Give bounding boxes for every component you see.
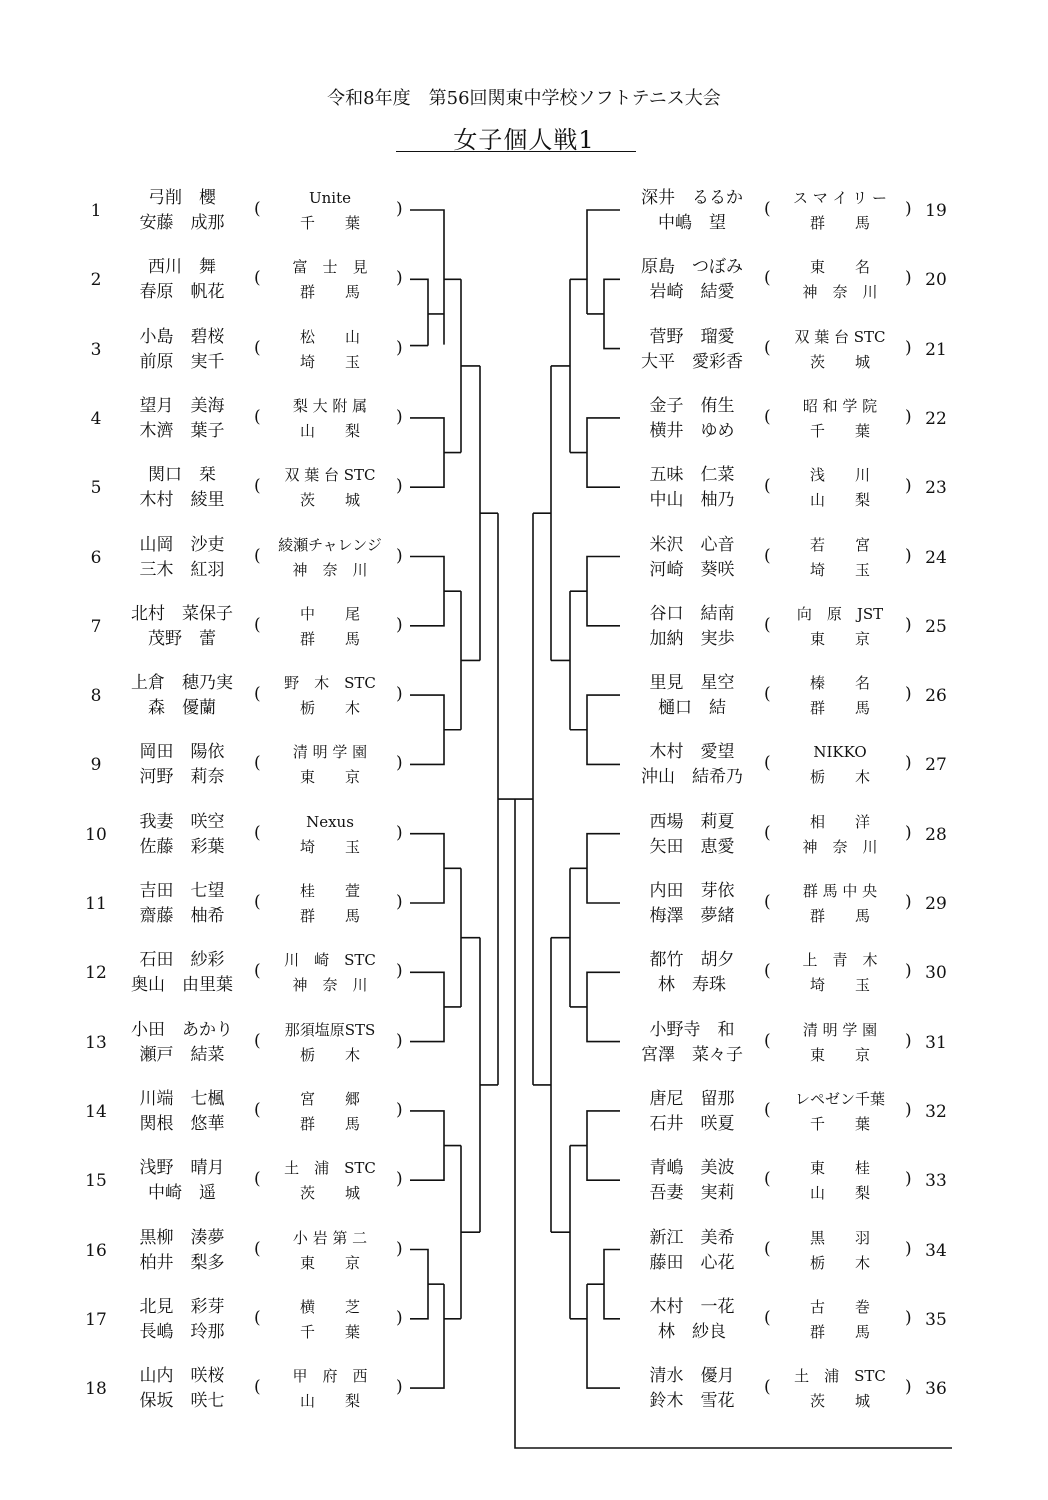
paren-open: ( xyxy=(764,1238,771,1259)
player-name: 金子 侑生 xyxy=(649,395,735,416)
entry-number: 24 xyxy=(925,547,947,568)
player-name: 深井 るるか xyxy=(641,188,743,208)
player-name: 長嶋 玲那 xyxy=(139,1321,225,1342)
prefecture-name: 東 京 xyxy=(809,1045,870,1064)
player-name: 岡田 陽依 xyxy=(139,742,225,763)
entry-number: 6 xyxy=(90,547,102,568)
player-name: 木村 一花 xyxy=(649,1296,735,1317)
paren-open: ( xyxy=(254,406,261,427)
entry-number: 17 xyxy=(85,1309,107,1330)
entry-number: 20 xyxy=(925,270,947,291)
team-name: ス マ イ リ ー xyxy=(792,189,888,207)
team-name: 清 明 学 園 xyxy=(802,1020,878,1039)
paren-open: ( xyxy=(254,1238,261,1259)
player-name: 春原 帆花 xyxy=(139,282,225,303)
entry-number: 21 xyxy=(925,339,947,360)
paren-close: ) xyxy=(396,892,403,912)
player-name: 我妻 咲空 xyxy=(139,811,225,832)
prefecture-name: 群 馬 xyxy=(299,283,360,302)
paren-close: ) xyxy=(396,268,403,289)
tournament-title: 令和8年度 第56回関東中学校ソフトテニス大会 xyxy=(327,88,721,109)
player-name: 小野寺 和 xyxy=(649,1019,735,1040)
prefecture-name: 東 京 xyxy=(299,1253,360,1272)
player-name: 石井 咲夏 xyxy=(649,1113,735,1134)
entry-number: 18 xyxy=(85,1379,107,1400)
paren-close: ) xyxy=(396,337,403,358)
prefecture-name: 埼 玉 xyxy=(299,352,360,371)
paren-open: ( xyxy=(254,684,261,705)
player-name: 藤田 心花 xyxy=(649,1252,735,1273)
paren-close: ) xyxy=(396,614,403,635)
paren-open: ( xyxy=(254,199,261,219)
paren-open: ( xyxy=(764,545,771,566)
prefecture-name: 埼 玉 xyxy=(809,976,870,995)
entry-number: 4 xyxy=(90,408,102,429)
prefecture-name: 群 馬 xyxy=(299,629,360,648)
entry-number: 26 xyxy=(925,686,947,707)
player-name: 五味 仁菜 xyxy=(649,465,735,486)
player-name: 齋藤 柚希 xyxy=(139,906,225,926)
paren-close: ) xyxy=(905,1377,912,1398)
paren-close: ) xyxy=(905,406,912,427)
entry-number: 9 xyxy=(90,755,102,776)
team-name: 古 巻 xyxy=(809,1297,870,1316)
paren-open: ( xyxy=(764,614,771,635)
paren-open: ( xyxy=(254,1169,261,1190)
paren-close: ) xyxy=(905,684,912,705)
player-name: 河野 莉奈 xyxy=(139,767,225,788)
bracket-line xyxy=(410,210,444,345)
entry-number: 13 xyxy=(85,1032,107,1053)
team-name: 清 明 学 園 xyxy=(292,743,368,762)
player-name: 関口 栞 xyxy=(148,465,216,486)
paren-close: ) xyxy=(905,268,912,289)
player-name: 黒柳 湊夢 xyxy=(139,1227,225,1248)
paren-close: ) xyxy=(396,1307,403,1328)
paren-close: ) xyxy=(396,1099,403,1120)
player-name: 清水 優月 xyxy=(649,1366,735,1387)
entry-number: 31 xyxy=(925,1032,947,1053)
entry-number: 32 xyxy=(925,1101,947,1122)
prefecture-name: 茨 城 xyxy=(809,352,870,371)
paren-open: ( xyxy=(254,268,261,289)
prefecture-name: 神 奈 川 xyxy=(292,976,368,995)
prefecture-name: 神 奈 川 xyxy=(292,560,368,579)
team-name: 昭 和 学 院 xyxy=(802,396,878,415)
team-name: 土 浦 STC xyxy=(794,1367,886,1386)
bracket-line xyxy=(587,834,620,903)
paren-close: ) xyxy=(905,476,912,497)
player-name: 吾妻 実莉 xyxy=(649,1183,735,1204)
bracket-line xyxy=(410,1250,428,1319)
player-name: 河崎 葵咲 xyxy=(649,559,735,580)
player-name: 内田 芽依 xyxy=(649,881,735,901)
entry-number: 22 xyxy=(925,408,947,429)
entry-number: 35 xyxy=(925,1309,947,1330)
paren-close: ) xyxy=(905,1307,912,1328)
bracket-line xyxy=(604,279,620,348)
paren-open: ( xyxy=(764,1030,771,1051)
bracket-lines xyxy=(410,210,952,1448)
player-name: 柏井 梨多 xyxy=(139,1252,225,1273)
prefecture-name: 群 馬 xyxy=(809,1322,870,1341)
prefecture-name: 茨 城 xyxy=(299,491,360,510)
player-name: 安藤 成那 xyxy=(139,213,225,233)
player-name: 加納 実歩 xyxy=(649,628,735,649)
team-name: 双 葉 台 STC xyxy=(284,466,376,485)
team-name: 那須塩原STS xyxy=(284,1020,376,1039)
player-name: 大平 愛彩香 xyxy=(641,351,743,372)
player-name: 里見 星空 xyxy=(649,673,735,694)
entry-number: 29 xyxy=(925,894,947,914)
prefecture-name: 栃 木 xyxy=(809,768,870,787)
entry-number: 36 xyxy=(925,1379,947,1400)
bracket-line xyxy=(410,557,444,626)
paren-open: ( xyxy=(764,337,771,358)
team-name: 甲 府 西 xyxy=(292,1367,368,1386)
team-name: 中 尾 xyxy=(299,604,360,623)
entry-number: 12 xyxy=(85,963,107,984)
player-name: 新江 美希 xyxy=(649,1227,735,1248)
team-name: 双 葉 台 STC xyxy=(794,327,886,346)
entry-number: 3 xyxy=(90,339,102,360)
prefecture-name: 山 梨 xyxy=(809,491,870,510)
paren-open: ( xyxy=(764,892,771,912)
player-name: 関根 悠華 xyxy=(139,1113,225,1134)
team-name: 土 浦 STC xyxy=(284,1159,376,1178)
prefecture-name: 群 馬 xyxy=(809,214,870,232)
bracket-line xyxy=(410,418,444,487)
player-name: 木村 愛望 xyxy=(649,742,735,763)
team-name: 綾瀬チャレンジ xyxy=(278,535,382,554)
entry-number: 16 xyxy=(85,1240,107,1261)
prefecture-name: 群 馬 xyxy=(809,699,870,718)
player-name: 吉田 七望 xyxy=(139,881,225,901)
player-name: 梅澤 夢緒 xyxy=(649,906,735,926)
bracket-line xyxy=(410,1111,444,1180)
prefecture-name: 群 馬 xyxy=(809,907,870,925)
player-name: 上倉 穂乃実 xyxy=(131,673,233,694)
team-name: 松 山 xyxy=(299,327,360,346)
paren-open: ( xyxy=(764,961,771,982)
bracket-line xyxy=(515,799,952,1448)
player-name: 弓削 櫻 xyxy=(148,188,216,208)
entry-number: 1 xyxy=(90,201,102,221)
bracket-line xyxy=(587,972,620,1041)
team-name: 黒 羽 xyxy=(809,1228,870,1247)
paren-open: ( xyxy=(254,1307,261,1328)
team-name: 群 馬 中 央 xyxy=(802,882,878,900)
entry-number: 28 xyxy=(925,824,947,845)
paren-open: ( xyxy=(764,1307,771,1328)
entry-number: 11 xyxy=(85,894,107,914)
player-name: 山岡 沙吏 xyxy=(139,534,225,555)
entry-number: 25 xyxy=(925,616,947,637)
entry-number: 14 xyxy=(85,1101,107,1122)
bracket-line xyxy=(587,1111,620,1180)
player-name: 浅野 晴月 xyxy=(139,1158,225,1179)
entry-number: 15 xyxy=(85,1171,107,1192)
player-name: 菅野 瑠愛 xyxy=(649,326,735,347)
player-name: 都竹 胡夕 xyxy=(649,950,735,971)
team-name: 桂 萱 xyxy=(299,882,360,900)
team-name: 宮 郷 xyxy=(299,1089,360,1108)
team-name: 榛 名 xyxy=(809,674,870,693)
paren-close: ) xyxy=(905,614,912,635)
player-name: 望月 美海 xyxy=(139,395,225,416)
prefecture-name: 群 馬 xyxy=(299,907,360,925)
player-name: 保坂 咲七 xyxy=(139,1391,225,1412)
team-name: 川 崎 STC xyxy=(284,951,376,970)
bracket-line xyxy=(410,279,428,345)
player-name: 森 優蘭 xyxy=(148,698,216,719)
paren-open: ( xyxy=(254,337,261,358)
player-name: 石田 紗彩 xyxy=(139,950,225,971)
paren-close: ) xyxy=(396,684,403,705)
prefecture-name: 群 馬 xyxy=(299,1114,360,1133)
paren-close: ) xyxy=(396,545,403,566)
paren-close: ) xyxy=(905,337,912,358)
bracket-line xyxy=(410,695,444,764)
entry-number: 8 xyxy=(90,686,102,707)
player-name: 小島 碧桜 xyxy=(139,326,225,347)
paren-open: ( xyxy=(254,476,261,497)
team-name: Unite xyxy=(308,189,351,207)
prefecture-name: 茨 城 xyxy=(809,1392,870,1411)
player-name: 瀬戸 結菜 xyxy=(139,1044,225,1065)
prefecture-name: 栃 木 xyxy=(299,699,360,718)
paren-close: ) xyxy=(905,199,912,219)
paren-close: ) xyxy=(905,822,912,843)
player-name: 中山 柚乃 xyxy=(649,490,735,511)
paren-close: ) xyxy=(396,961,403,982)
player-name: 谷口 結南 xyxy=(649,603,735,624)
team-name: 上 青 木 xyxy=(802,951,878,970)
bracket-line xyxy=(410,1284,444,1388)
paren-open: ( xyxy=(764,406,771,427)
player-name: 唐尼 留那 xyxy=(649,1088,735,1109)
paren-close: ) xyxy=(396,1377,403,1398)
player-name: 奥山 由里葉 xyxy=(131,975,233,996)
paren-open: ( xyxy=(254,822,261,843)
prefecture-name: 山 梨 xyxy=(809,1184,870,1203)
entry-number: 27 xyxy=(925,755,947,776)
entry-number: 5 xyxy=(90,478,102,499)
player-name: 沖山 結希乃 xyxy=(641,767,743,788)
team-name: 若 宮 xyxy=(809,535,870,554)
team-name: 浅 川 xyxy=(809,466,870,485)
bracket-line xyxy=(604,1250,620,1319)
paren-close: ) xyxy=(396,1030,403,1051)
prefecture-name: 山 梨 xyxy=(299,421,360,440)
player-name: 米沢 心音 xyxy=(649,534,735,555)
paren-close: ) xyxy=(396,1169,403,1190)
player-name: 岩崎 結愛 xyxy=(649,282,735,303)
paren-close: ) xyxy=(396,1238,403,1259)
prefecture-name: 神 奈 川 xyxy=(802,283,878,302)
bracket-line xyxy=(587,418,620,487)
paren-close: ) xyxy=(396,822,403,843)
team-name: レペゼン千葉 xyxy=(794,1089,885,1108)
player-name: 林 寿珠 xyxy=(658,975,726,996)
paren-open: ( xyxy=(764,476,771,497)
player-name: 西川 舞 xyxy=(148,257,216,278)
player-name: 樋口 結 xyxy=(658,698,726,719)
paren-close: ) xyxy=(905,753,912,774)
player-name: 前原 実千 xyxy=(139,351,225,372)
bracket-line xyxy=(410,834,444,903)
paren-open: ( xyxy=(764,1099,771,1120)
team-name: 梨 大 附 属 xyxy=(292,396,368,415)
team-name: 相 洋 xyxy=(809,812,870,831)
prefecture-name: 栃 木 xyxy=(809,1253,870,1272)
bracket-line xyxy=(587,557,620,626)
player-name: 川端 七楓 xyxy=(139,1088,225,1109)
entry-number: 10 xyxy=(85,824,107,845)
prefecture-name: 千 葉 xyxy=(299,214,360,232)
paren-open: ( xyxy=(254,1030,261,1051)
team-name: 野 木 STC xyxy=(284,674,376,693)
player-name: 北村 菜保子 xyxy=(131,603,233,624)
player-name: 山内 咲桜 xyxy=(139,1366,225,1387)
player-name: 林 紗良 xyxy=(658,1321,726,1342)
team-name: 東 名 xyxy=(809,258,870,277)
paren-open: ( xyxy=(764,1169,771,1190)
prefecture-name: 埼 玉 xyxy=(809,560,870,579)
paren-open: ( xyxy=(764,1377,771,1398)
player-name: 佐藤 彩葉 xyxy=(139,836,225,857)
bracket-line xyxy=(587,695,620,764)
player-name: 三木 紅羽 xyxy=(139,559,225,580)
entry-number: 34 xyxy=(925,1240,947,1261)
paren-close: ) xyxy=(396,406,403,427)
prefecture-name: 東 京 xyxy=(809,629,870,648)
paren-close: ) xyxy=(905,545,912,566)
team-name: Nexus xyxy=(306,812,354,831)
player-name: 鈴木 雪花 xyxy=(649,1391,735,1412)
player-name: 西場 莉夏 xyxy=(649,811,735,832)
player-name: 茂野 蕾 xyxy=(148,628,216,649)
player-name: 横井 ゆめ xyxy=(649,420,735,441)
paren-open: ( xyxy=(254,753,261,774)
paren-open: ( xyxy=(254,1099,261,1120)
paren-open: ( xyxy=(254,961,261,982)
entry-number: 19 xyxy=(925,201,947,221)
paren-open: ( xyxy=(764,822,771,843)
paren-open: ( xyxy=(254,614,261,635)
paren-open: ( xyxy=(254,1377,261,1398)
paren-close: ) xyxy=(396,753,403,774)
paren-close: ) xyxy=(905,1169,912,1190)
player-name: 中嶋 望 xyxy=(658,213,726,233)
prefecture-name: 千 葉 xyxy=(809,1114,870,1133)
paren-close: ) xyxy=(905,1099,912,1120)
team-name: NIKKO xyxy=(813,743,867,762)
paren-close: ) xyxy=(905,1030,912,1051)
paren-open: ( xyxy=(764,268,771,289)
paren-close: ) xyxy=(905,961,912,982)
paren-open: ( xyxy=(254,892,261,912)
prefecture-name: 千 葉 xyxy=(809,421,870,440)
prefecture-name: 茨 城 xyxy=(299,1184,360,1203)
prefecture-name: 栃 木 xyxy=(299,1045,360,1064)
player-name: 矢田 恵愛 xyxy=(649,836,735,857)
prefecture-name: 千 葉 xyxy=(299,1322,360,1341)
team-name: 東 桂 xyxy=(809,1159,870,1178)
player-name: 中崎 遥 xyxy=(148,1183,216,1204)
paren-close: ) xyxy=(396,476,403,497)
paren-open: ( xyxy=(254,545,261,566)
entry-number: 23 xyxy=(925,478,947,499)
paren-open: ( xyxy=(764,753,771,774)
bracket-line xyxy=(410,972,444,1041)
player-name: 青嶋 美波 xyxy=(649,1158,735,1179)
entry-number: 7 xyxy=(90,616,102,637)
team-name: 富 士 見 xyxy=(292,258,368,277)
prefecture-name: 山 梨 xyxy=(299,1392,360,1411)
paren-open: ( xyxy=(764,199,771,219)
entry-number: 33 xyxy=(925,1171,947,1192)
paren-close: ) xyxy=(905,892,912,912)
paren-close: ) xyxy=(396,199,403,219)
player-name: 木濟 葉子 xyxy=(139,420,225,441)
player-name: 原島 つぼみ xyxy=(641,257,743,278)
paren-close: ) xyxy=(905,1238,912,1259)
team-name: 小 岩 第 二 xyxy=(292,1228,368,1247)
team-name: 横 芝 xyxy=(299,1297,360,1316)
player-name: 小田 あかり xyxy=(131,1019,233,1040)
player-name: 木村 綾里 xyxy=(139,490,225,511)
event-title: 女子個人戦1 xyxy=(453,126,595,154)
paren-open: ( xyxy=(764,684,771,705)
prefecture-name: 東 京 xyxy=(299,768,360,787)
team-name: 向 原 JST xyxy=(796,604,884,623)
player-name: 北見 彩芽 xyxy=(139,1296,225,1317)
entry-number: 30 xyxy=(925,963,947,984)
entry-number: 2 xyxy=(90,270,102,291)
prefecture-name: 神 奈 川 xyxy=(802,837,878,856)
prefecture-name: 埼 玉 xyxy=(299,837,360,856)
player-name: 宮澤 菜々子 xyxy=(641,1044,743,1065)
